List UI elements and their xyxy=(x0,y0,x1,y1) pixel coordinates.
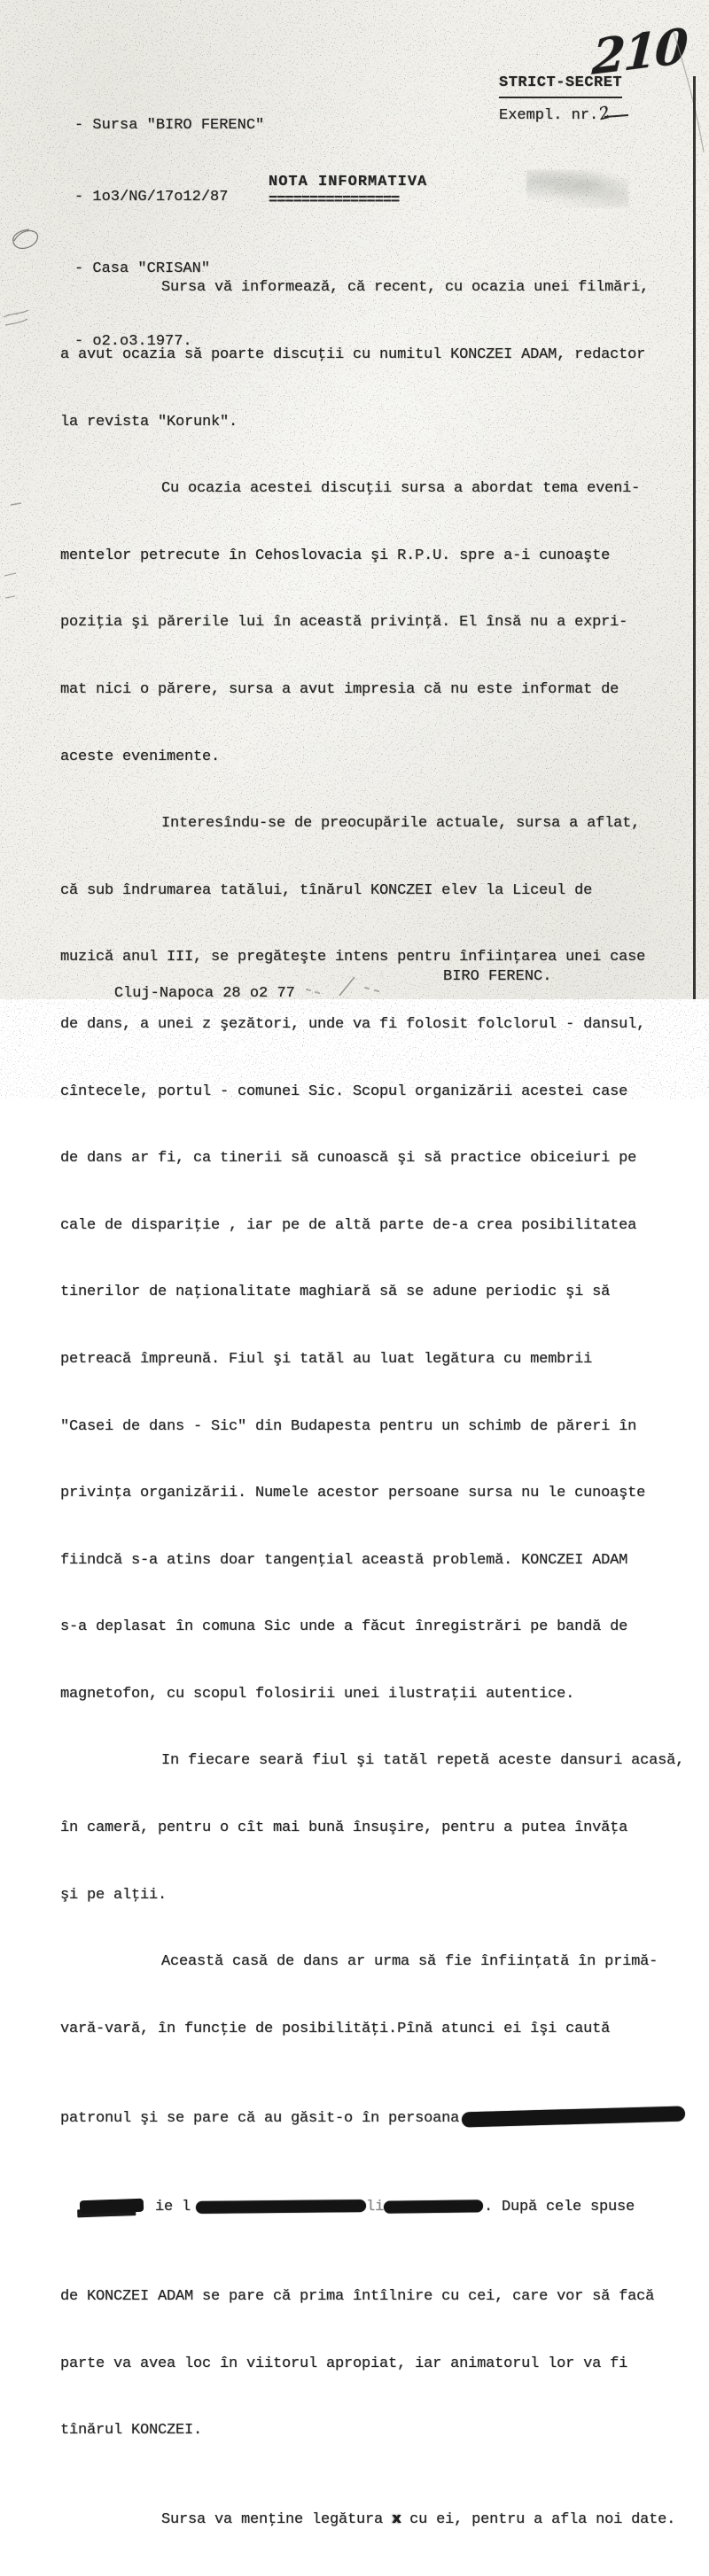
body-line: parte va avea loc în viitorul apropiat, iar animatorul lor va fi xyxy=(60,2355,628,2372)
date-line: - o2.o3.1977. xyxy=(74,332,192,350)
body-line: Sursa vă informează, că recent, cu ocazia unei filmări, xyxy=(161,279,650,297)
body-line: Această casă de dans ar urma să fie înfiinţată în primă- xyxy=(161,1953,658,1971)
body-line: magnetofon, cu scopul folosirii unei ilustraţii autentice. xyxy=(60,1685,575,1703)
closing-text: Sursa va menţine legătura xyxy=(161,2511,393,2529)
redaction-bar xyxy=(80,2199,144,2215)
copy-number-handwritten: 2 xyxy=(596,102,612,125)
house-line: - Casa "CRISAN" xyxy=(74,260,211,278)
body-line: fiindcă s-a atins doar tangenţial această problemă. KONCZEI ADAM xyxy=(60,1551,628,1569)
redaction-bar xyxy=(196,2200,366,2214)
copy-number-underline xyxy=(604,114,628,118)
copy-number-row xyxy=(499,101,628,128)
closing-text: cu ei, pentru a afla noi date. xyxy=(401,2511,676,2529)
page-edge-line xyxy=(693,76,696,999)
body-line: tinerilor de naţionalitate maghiară să se adune periodic şi să xyxy=(60,1284,611,1301)
body-line: cale de dispariţie , iar pe de altă parte de-a crea posibilitatea xyxy=(60,1216,637,1234)
redaction-bar xyxy=(462,2106,685,2127)
body-closing-line xyxy=(60,2509,676,2531)
body-line: în cameră, pentru o cît mai bună însuşire, pentru a putea învăţa xyxy=(60,1819,628,1837)
body-line: petreacă împreună. Fiul şi tatăl au luat legătura cu membrii xyxy=(60,1350,593,1368)
title-block xyxy=(269,174,427,209)
body-line: mat nici o părere, sursa a avut impresia că nu este informat de xyxy=(60,680,619,698)
body-line-redacted xyxy=(60,2196,672,2218)
body-line-redacted xyxy=(60,2107,672,2130)
copy-number-label: Exempl. nr. xyxy=(499,107,599,124)
redacted-visible-fragment: li xyxy=(366,2199,385,2216)
source-line: - Sursa "BIRO FERENC" xyxy=(74,117,265,134)
title-underline: ================ xyxy=(269,192,400,209)
body-line: cîntecele, portul - comunei Sic. Scopul organizării acestei case xyxy=(60,1082,628,1100)
faint-stamp xyxy=(526,170,628,207)
body-line: a avut ocazia să poarte discuţii cu numitul KONCZEI ADAM, redactor xyxy=(60,346,646,363)
document-body xyxy=(60,232,685,2576)
redacted-line-prefix: ie l xyxy=(155,2199,191,2216)
body-line: tînărul KONCZEI. xyxy=(60,2422,203,2440)
body-line: de KONCZEI ADAM se pare că prima întîlnire cu cei, care vor să facă xyxy=(60,2288,655,2306)
file-number-line: - 1o3/NG/17o12/87 xyxy=(74,189,229,206)
body-line: privinţa organizării. Numele acestor persoane sursa nu le cunoaşte xyxy=(60,1485,646,1502)
redacted-line-suffix: . După cele spuse xyxy=(484,2199,635,2216)
body-line: că sub îndrumarea tatălui, tînărul KONCZEI elev la Liceul de xyxy=(60,881,593,899)
body-line: Interesîndu-se de preocupările actuale, sursa a aflat, xyxy=(161,815,641,833)
body-line: mentelor petrecute în Cehoslovacia şi R.P.U. spre a-i cunoaşte xyxy=(60,547,611,564)
body-line: la revista "Korunk". xyxy=(60,413,238,431)
classification-label: STRICT-SECRET xyxy=(499,71,622,98)
redaction-bar xyxy=(384,2200,483,2215)
body-line: In fiecare seară fiul şi tatăl repetă aceste dansuri acasă, xyxy=(161,1752,685,1770)
signature: BIRO FERENC. xyxy=(443,968,552,985)
body-line: şi pe alţii. xyxy=(60,1886,168,1904)
typewriter-strikeover: x xyxy=(392,2511,401,2529)
body-line: Cu ocazia acestei discuţii sursa a abordat tema eveni- xyxy=(161,480,641,498)
body-line: poziţia şi părerile lui în această privinţă. El însă nu a expri- xyxy=(60,614,628,632)
body-line: muzică anul III, se pregăteşte intens pentru înfiinţarea unei case xyxy=(60,949,646,966)
page-title: NOTA INFORMATIVA xyxy=(269,174,428,190)
place-date: Cluj-Napoca 28 o2 77 xyxy=(113,985,295,1002)
handwritten-page-number: 210 xyxy=(590,17,689,86)
body-line: de dans, a unei z şezători, unde va fi folosit folclorul - dansul, xyxy=(60,1015,646,1033)
body-line: de dans ar fi, ca tinerii să cunoască şi să practice obiceiuri pe xyxy=(60,1150,637,1168)
body-line: s-a deplasat în comuna Sic unde a făcut înregistrări pe bandă de xyxy=(60,1618,628,1636)
body-line: vară-vară, în funcţie de posibilităţi.Pînă atunci ei îşi caută xyxy=(60,2020,611,2037)
body-line: "Casei de dans - Sic" din Budapesta pentru un schimb de păreri în xyxy=(60,1417,637,1435)
redacted-line-text: patronul şi se pare că au găsit-o în persoana xyxy=(60,2109,460,2127)
body-line: aceste evenimente. xyxy=(60,748,221,765)
